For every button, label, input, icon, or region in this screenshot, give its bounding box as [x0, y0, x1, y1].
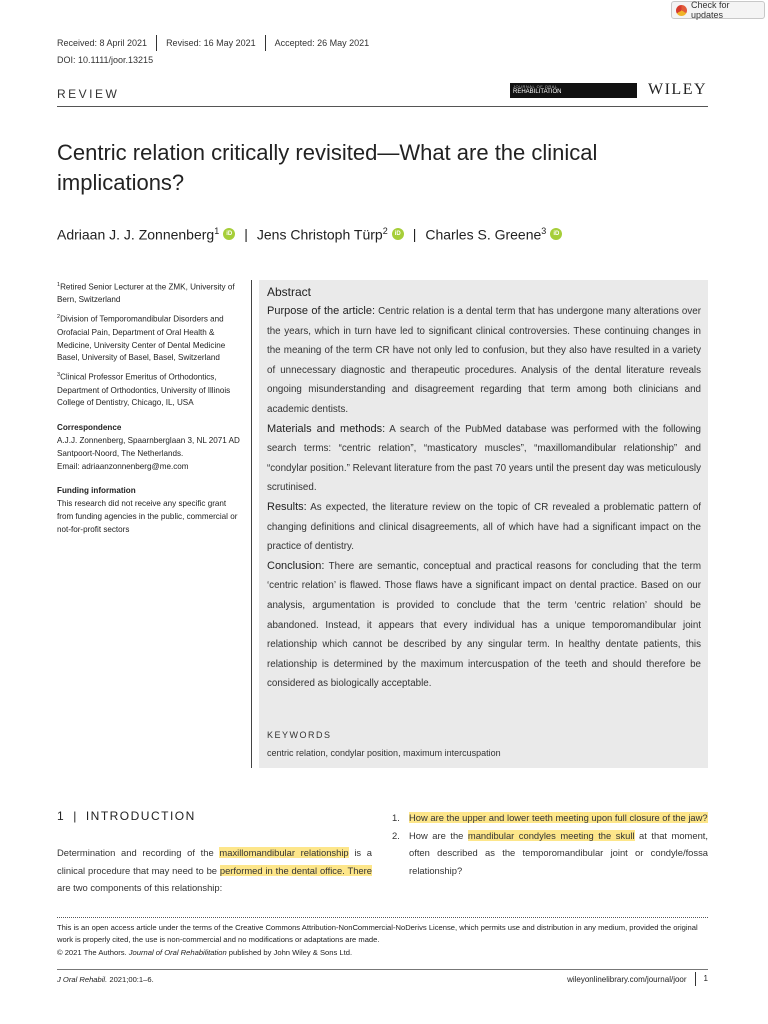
article-history: [57, 35, 378, 51]
revised-date: Revised: 16 May 2021: [157, 35, 266, 51]
license-text: This is an open access article under the terms of the Creative Commons Attribution-NonCommercial-NoDerivs License, which permits use and distribution in any medium, provided the original work is properly cited, the use is non-commercial and no modifications or adaptations are made.: [57, 923, 698, 945]
doi-link[interactable]: DOI: 10.1111/joor.13215: [57, 55, 154, 65]
correspondence-email[interactable]: Email: adriaanzonnenberg@me.com: [57, 461, 189, 471]
orcid-icon[interactable]: iD: [550, 228, 562, 240]
journal-logo: [510, 83, 637, 98]
list-item: 1. How are the upper and lower teeth meeting upon full closure of the jaw?: [392, 812, 708, 823]
check-for-updates-label: Check for updates: [691, 0, 730, 20]
accepted-date: Accepted: 26 May 2021: [274, 38, 370, 48]
orcid-icon[interactable]: iD: [392, 228, 404, 240]
abstract-box: [259, 280, 708, 768]
publisher-logo: WILEY: [648, 81, 708, 98]
journal-logo-main-text: REHABILITATION: [513, 89, 562, 95]
license-notice: [57, 922, 708, 959]
correspondence-heading: Correspondence: [57, 423, 122, 433]
section-type-label: REVIEW: [57, 87, 120, 101]
journal-citation: J Oral Rehabil. 2021;00:1–6.: [57, 975, 154, 984]
affiliations-sidebar: [57, 279, 242, 537]
affiliation: $^3$Clinical Professor Emeritus of Orthodontics, Department of Orthodontics, University of Illinois College of Dentistry, Chicago, IL, USA: [57, 372, 231, 408]
license-divider: [57, 917, 708, 918]
author-separator: |: [244, 226, 248, 243]
received-date: Received: 8 April 2021: [57, 35, 157, 51]
abstract-methods: Materials and methods: A search of the PubMed database was performed with the following search terms: “centric relation”, “masticatory muscles”, “maxillomandibular relationship” and “condylar position.” Relevant literature from the past 70 years until the present day was meticulously scrutinised.: [267, 422, 701, 494]
funding-text: This research did not receive any specific grant from funding agencies in the public, commercial or not-for-profit sectors: [57, 499, 238, 534]
author-list: [57, 226, 562, 243]
check-for-updates-button[interactable]: [671, 1, 765, 19]
author-name[interactable]: Adriaan J. J. Zonnenberg$^1$: [57, 226, 220, 243]
abstract-results: Results: As expected, the literature review on the topic of CR revealed a problematic pattern of changing definitions and clinical disagreements, all of which have had a significant impact on the practice of dentistry.: [267, 500, 701, 553]
keywords-list: centric relation, condylar position, maximum intercuspation: [267, 748, 501, 758]
orcid-icon[interactable]: iD: [223, 228, 235, 240]
affiliation: $^1$Retired Senior Lecturer at the ZMK, University of Bern, Switzerland: [57, 282, 235, 305]
highlight: maxillomandibular relationship: [219, 847, 349, 858]
affiliation: $^2$Division of Temporomandibular Disorders and Orofacial Pain, Department of Oral Health & Medicine, University Center of Dental Medicine Basel, University of Basel, Basel, Switzerland: [57, 314, 226, 363]
list-item: 2. How are the mandibular condyles meeting the skull at that moment, often described as the temporomandibular joint or condyle/fossa relationship?: [392, 829, 708, 876]
introduction-heading: 1 | INTRODUCTION: [57, 809, 196, 823]
keywords-heading: KEYWORDS: [267, 730, 332, 740]
correspondence-address: A.J.J. Zonnenberg, Spaarnberglaan 3, NL 2071 AD Santpoort-Noord, The Netherlands.: [57, 436, 240, 458]
introduction-paragraph: Determination and recording of the maxillomandibular relationship is a clinical procedure that may need to be performed in the dental office. There are two components of this relationship:: [57, 847, 372, 893]
footer-divider: [57, 969, 708, 970]
footer-right: [567, 972, 708, 986]
author-name[interactable]: Jens Christoph Türp$^2$: [256, 226, 388, 243]
funding-heading: Funding information: [57, 486, 136, 496]
header-divider: [57, 106, 708, 107]
abstract-purpose: Purpose of the article: Centric relation is a dental term that has undergone many alterations over the years, which in turn have led to significant clinical controversies. These continuing changes in the meaning of the term CR have not only led to confusion, but they also have resulted in a variety of unnecessary diagnostic and therapeutic procedures. Analysis of the dental literature reveals ongoing misunderstanding and disagreement regarding that term among both clinicians and academic dentists.: [267, 305, 701, 415]
question-list: [392, 809, 708, 879]
column-divider: [251, 280, 252, 768]
journal-url-link[interactable]: wileyonlinelibrary.com/journal/joor: [567, 974, 687, 984]
author-name[interactable]: Charles S. Greene$^3$: [425, 226, 547, 243]
highlight: How are the upper and lower teeth meeting upon full closure of the jaw?: [409, 812, 708, 823]
copyright-line: © 2021 The Authors. Journal of Oral Rehabilitation published by John Wiley & Sons Ltd.: [57, 947, 353, 957]
highlight: mandibular condyles meeting the skull: [467, 829, 635, 841]
article-title: Centric relation critically revisited—What are the clinical implications?: [57, 140, 598, 195]
journal-logo-small-text: JOURNAL OF ORAL: [513, 84, 558, 89]
page-number: 1: [695, 972, 708, 986]
crossmark-icon: [676, 5, 687, 16]
abstract-title: Abstract: [267, 285, 312, 299]
highlight: performed in the dental office. There: [219, 864, 372, 876]
author-separator: |: [412, 226, 417, 243]
abstract-conclusion: Conclusion: There are semantic, conceptual and practical reasons for concluding that the term ‘centric relation’ is flawed. Those flaws have a significant impact on dental practice. Based on our analysis, argumentation is provided to conclude that the term ‘centric relation’ should be abandoned. Instead, it appears that every individual has a unique temporomandibular joint relationship which cannot be described by any singular term. In healthy dentate patients, this relationship is determined by the maximum intercuspation of the teeth and should therefore be considered as biologically acceptable.: [267, 559, 701, 690]
